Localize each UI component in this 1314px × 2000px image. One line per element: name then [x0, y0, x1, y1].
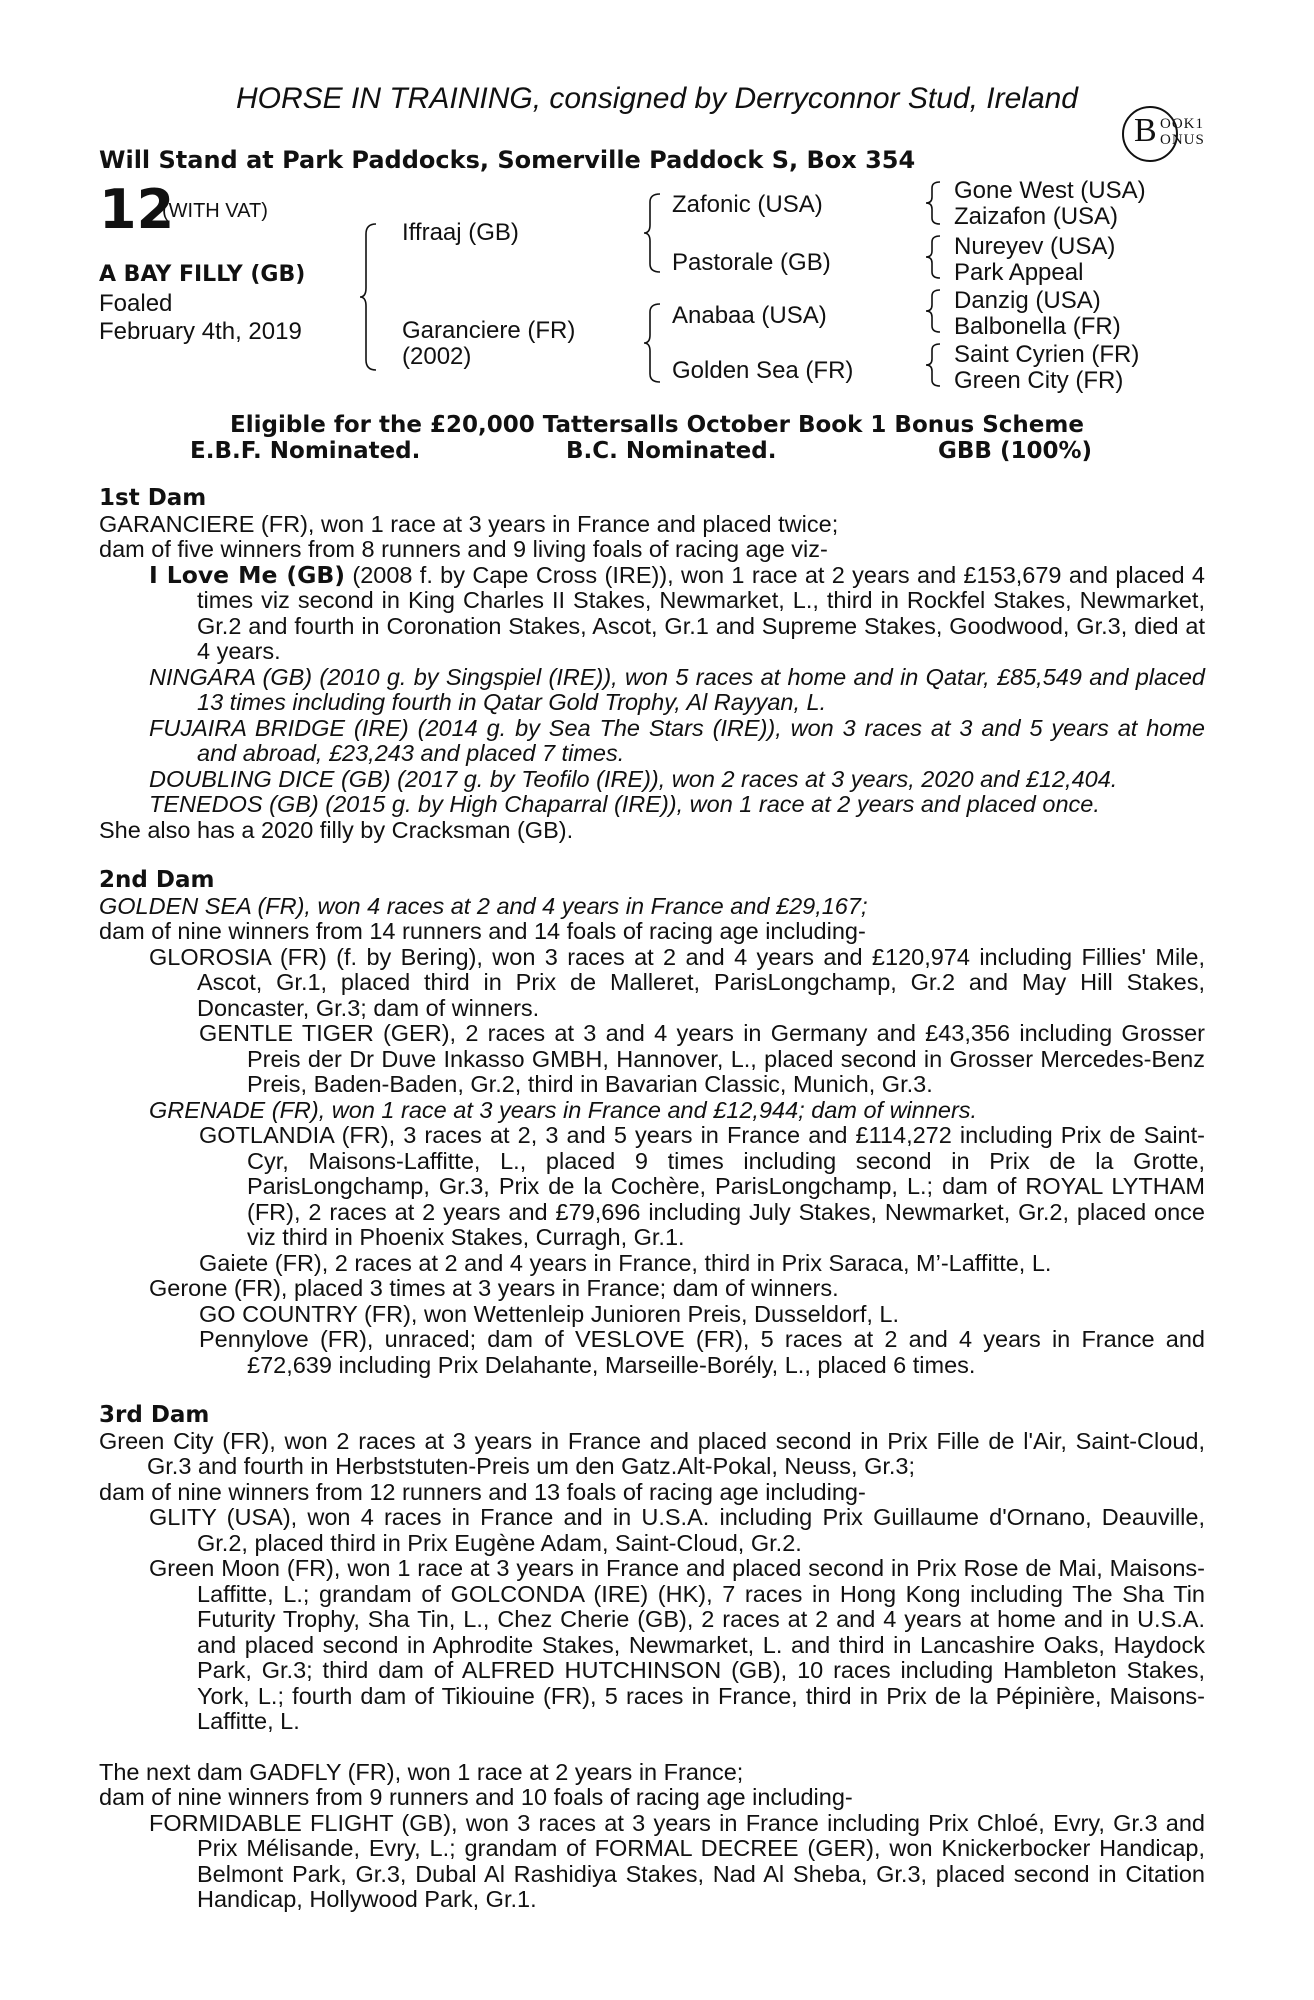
second-dam-p9: GO COUNTRY (FR), won Wettenleip Junioren Preis, Dusseldorf, L.	[199, 1300, 900, 1327]
second-dam-heading: 2nd Dam	[99, 867, 215, 893]
pedigree-brace-main	[360, 222, 380, 372]
logo-text-top: OOK1	[1160, 116, 1204, 132]
pedigree-sire: Iffraaj (GB)	[402, 219, 519, 246]
book1-bonus-logo	[1122, 104, 1206, 162]
first-dam-heading: 1st Dam	[99, 485, 207, 511]
next-dam-p3: FORMIDABLE FLIGHT (GB), won 3 races at 3 years in France including Prix Chloé, Evry, Gr.3 and Prix Mélisande, Evry, L.; grandam of FORMAL DECREE (GER), won Knickerbocker Handicap, Belmont Park, Gr.3, Dubal Al Rashidiya Stakes, Nad Al Sheba, Gr.3, placed second in Citation Handicap, Hollywood Park, Gr.1.	[149, 1809, 1205, 1912]
gbb-note: GBB (100%)	[938, 438, 1093, 464]
second-dam-p2: dam of nine winners from 14 runners and 14 foals of racing age including-	[99, 918, 866, 944]
pedigree-sss: Gone West (USA)	[954, 177, 1146, 204]
first-dam-p4: NINGARA (GB) (2010 g. by Singspiel (IRE)), won 5 races at home and in Qatar, £85,549 and placed 13 times including fourth in Qatar Gold Trophy, Al Rayyan, L.	[149, 663, 1205, 715]
logo-text-bottom: ONUS	[1160, 132, 1205, 148]
pedigree-brace-dam	[644, 302, 664, 384]
next-dam-p2: dam of nine winners from 9 runners and 10 foals of racing age including-	[99, 1784, 853, 1810]
pedigree-sdd: Park Appeal	[954, 259, 1084, 286]
second-dam-p5: GRENADE (FR), won 1 race at 3 years in France and £12,944; dam of winners.	[149, 1096, 978, 1123]
stand-location: Will Stand at Park Paddocks, Somerville Paddock S, Box 354	[99, 146, 916, 174]
second-dam-p4: GENTLE TIGER (GER), 2 races at 3 and 4 years in Germany and £43,356 including Grosser Preis der Dr Duve Inkasso GMBH, Hannover, L., placed second in Grosser Mercedes-Benz Preis, Baden-Baden, Gr.2, third in Bavarian Classic, Munich, Gr.3.	[199, 1020, 1205, 1097]
first-dam-p8: She also has a 2020 filly by Cracksman (GB).	[99, 816, 574, 843]
second-dam-p1: GOLDEN SEA (FR), won 4 races at 2 and 4 years in France and £29,167;	[99, 892, 868, 919]
next-dam-p1: The next dam GADFLY (FR), won 1 race at 2 years in France;	[99, 1758, 744, 1785]
ebf-note: E.B.F. Nominated.	[190, 438, 421, 464]
first-dam-p6: DOUBLING DICE (GB) (2017 g. by Teofilo (IRE)), won 2 races at 3 years, 2020 and £12,404.	[149, 765, 1118, 792]
third-dam-p1: Green City (FR), won 2 races at 3 years in France and placed second in Prix Fille de l'Air, Saint-Cloud, Gr.3 and fourth in Herbststuten-Preis um den Gatz.Alt-Pokal, Neuss, Gr.3;	[99, 1427, 1205, 1479]
first-dam-p5: FUJAIRA BRIDGE (IRE) (2014 g. by Sea The Stars (IRE)), won 3 races at 3 and 5 years at home and abroad, £23,243 and placed 7 times.	[149, 714, 1205, 766]
pedigree-sds: Nureyev (USA)	[954, 233, 1116, 260]
lot-number: 12	[99, 178, 175, 241]
first-dam-p3	[99, 560, 1205, 665]
vat-note: (WITH VAT)	[162, 200, 268, 222]
logo-letter: B	[1134, 112, 1157, 149]
pedigree-dam: Garanciere (FR)	[402, 317, 576, 344]
pedigree-brace-ss	[926, 180, 944, 226]
pedigree-sire-sire: Zafonic (USA)	[672, 191, 823, 218]
pedigree-brace-dd	[926, 342, 944, 388]
spacer	[99, 843, 1205, 868]
pedigree-dam-sire: Anabaa (USA)	[672, 302, 827, 329]
dam-details	[99, 486, 1205, 1913]
second-dam-p3: GLOROSIA (FR) (f. by Bering), won 3 races at 2 and 4 years and £120,974 including Fillies' Mile, Ascot, Gr.1, placed third in Prix de Malleret, ParisLongchamp, Gr.2 and May Hill Stakes, Doncaster, Gr.3; dam of winners.	[149, 943, 1205, 1021]
first-dam-p1: GARANCIERE (FR), won 1 race at 3 years in France and placed twice;	[99, 510, 839, 537]
pedigree-dam-dam: Golden Sea (FR)	[672, 357, 854, 384]
spacer	[99, 1378, 1205, 1403]
first-dam-p7: TENEDOS (GB) (2015 g. by High Chaparral (IRE)), won 1 race at 2 years and placed once.	[149, 791, 1100, 817]
spacer	[99, 1735, 1205, 1760]
lot-description: A BAY FILLY (GB)	[99, 262, 306, 287]
pedigree-dam-year: (2002)	[402, 343, 472, 370]
page-title: HORSE IN TRAINING, consigned by Derryconnor Stud, Ireland	[236, 82, 1078, 115]
pedigree-sire-dam: Pastorale (GB)	[672, 249, 831, 276]
second-dam-p10: Pennylove (FR), unraced; dam of VESLOVE (FR), 5 races at 2 and 4 years in France and £72,639 including Prix Delahante, Marseille-Borély, L., placed 6 times.	[199, 1326, 1205, 1378]
second-dam-p8: Gerone (FR), placed 3 times at 3 years in France; dam of winners.	[149, 1275, 839, 1301]
third-dam-p4: Green Moon (FR), won 1 race at 3 years in France and placed second in Prix Rose de Mai, Maisons-Laffitte, L.; grandam of GOLCONDA (IRE) (HK), 7 races in Hong Kong including The Sha Tin Futurity Trophy, Sha Tin, L., Chez Cherie (GB), 2 races at 2 and 4 years at home and in U.S.A. and placed second in Aphrodite Stakes, Newmarket, L. and third in Lancashire Oaks, Haydock Park, Gr.3; third dam of ALFRED HUTCHINSON (GB), 10 races including Hambleton Stakes, York, L.; fourth dam of Tikiouine (FR), 5 races in France, third in Prix de la Pépinière, Maisons-Laffitte, L.	[149, 1555, 1205, 1734]
pedigree-brace-sire	[644, 192, 664, 274]
pedigree-dds: Saint Cyrien (FR)	[954, 341, 1140, 368]
second-dam-p6: GOTLANDIA (FR), 3 races at 2, 3 and 5 years in France and £114,272 including Prix de Saint-Cyr, Maisons-Laffitte, L., placed 9 times including second in Prix de la Grotte, ParisLongchamp, Gr.3, Prix de la Cochère, ParisLongchamp, L.; dam of ROYAL LYTHAM (FR), 2 races at 2 years and £79,696 including July Stakes, Newmarket, Gr.2, placed once viz third in Phoenix Stakes, Curragh, Gr.1.	[199, 1122, 1205, 1250]
bc-note: B.C. Nominated.	[566, 438, 777, 464]
first-dam-p3-name: I Love Me (GB)	[149, 560, 346, 589]
first-dam-p3-text: (2008 f. by Cape Cross (IRE)), won 1 race at 2 years and £153,679 and placed 4 times viz second in King Charles II Stakes, Newmarket, L., third in Rockfel Stakes, Newmarket, Gr.2 and fourth in Coronation Stakes, Ascot, Gr.1 and Supreme Stakes, Goodwood, Gr.3, died at 4 years.	[197, 561, 1205, 664]
pedigree-dss: Danzig (USA)	[954, 287, 1101, 314]
pedigree-ssd: Zaizafon (USA)	[954, 203, 1119, 230]
third-dam-heading: 3rd Dam	[99, 1402, 210, 1428]
pedigree-brace-sd	[926, 234, 944, 280]
foaled-label: Foaled	[99, 290, 173, 317]
second-dam-p7: Gaiete (FR), 2 races at 2 and 4 years in France, third in Prix Saraca, M’-Laffitte, L.	[199, 1249, 1052, 1276]
foaled-date: February 4th, 2019	[99, 318, 302, 345]
pedigree-brace-ds	[926, 288, 944, 334]
foaled-info	[99, 290, 302, 346]
first-dam-p2: dam of five winners from 8 runners and 9 living foals of racing age viz-	[99, 536, 828, 562]
bonus-scheme-note: Eligible for the £20,000 Tattersalls October Book 1 Bonus Scheme	[230, 412, 1084, 438]
third-dam-p3: GLITY (USA), won 4 races in France and in U.S.A. including Prix Guillaume d'Ornano, Deauville, Gr.2, placed third in Prix Eugène Adam, Saint-Cloud, Gr.2.	[149, 1504, 1205, 1556]
pedigree-ddd: Green City (FR)	[954, 367, 1124, 394]
pedigree-dsd: Balbonella (FR)	[954, 313, 1121, 340]
third-dam-p2: dam of nine winners from 12 runners and 13 foals of racing age including-	[99, 1478, 866, 1505]
